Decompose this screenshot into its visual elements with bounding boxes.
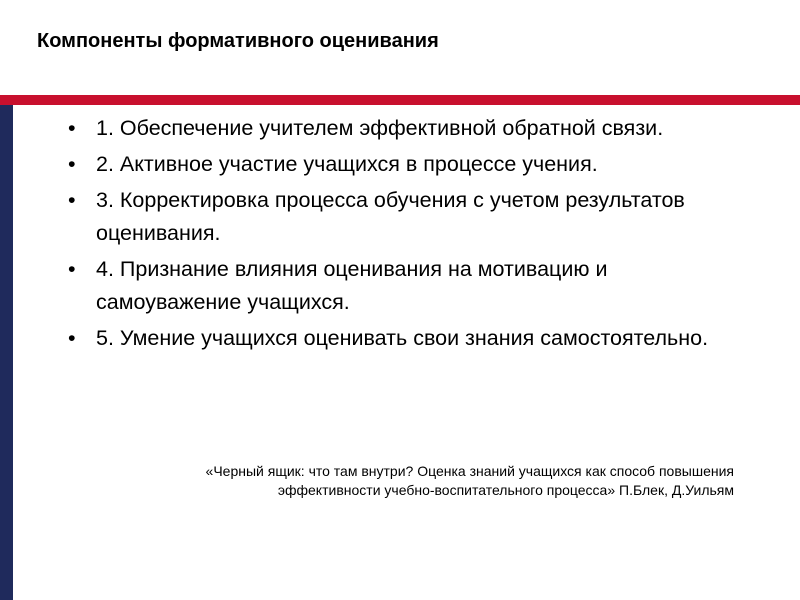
list-item: [68, 184, 748, 250]
citation: [94, 462, 734, 500]
list-item: [68, 253, 748, 319]
red-accent-bar: [0, 95, 800, 105]
bullet-icon: •: [68, 152, 76, 176]
bullet-list: [68, 112, 748, 358]
bullet-text: 4. Признание влияния оценивания на мотивацию и самоуважение учащихся.: [96, 257, 608, 314]
slide-title: Компоненты формативного оценивания: [37, 30, 439, 52]
bullet-icon: •: [68, 326, 76, 350]
bullet-text: 5. Умение учащихся оценивать свои знания самостоятельно.: [96, 326, 709, 350]
list-item: [68, 148, 748, 181]
list-item: [68, 112, 748, 145]
list-item: [68, 322, 748, 355]
bullet-icon: •: [68, 257, 76, 281]
bullet-icon: •: [68, 188, 76, 212]
bullet-icon: •: [68, 116, 76, 140]
citation-line-1: «Черный ящик: что там внутри? Оценка знаний учащихся как способ повышения: [205, 463, 734, 479]
bullet-text: 2. Активное участие учащихся в процессе учения.: [96, 152, 598, 176]
bullet-text: 1. Обеспечение учителем эффективной обратной связи.: [96, 116, 664, 140]
citation-line-2: эффективности учебно-воспитательного процесса» П.Блек, Д.Уильям: [277, 482, 734, 498]
blue-accent-bar: [0, 105, 13, 600]
bullet-text: 3. Корректировка процесса обучения с учетом результатов оценивания.: [96, 188, 685, 245]
